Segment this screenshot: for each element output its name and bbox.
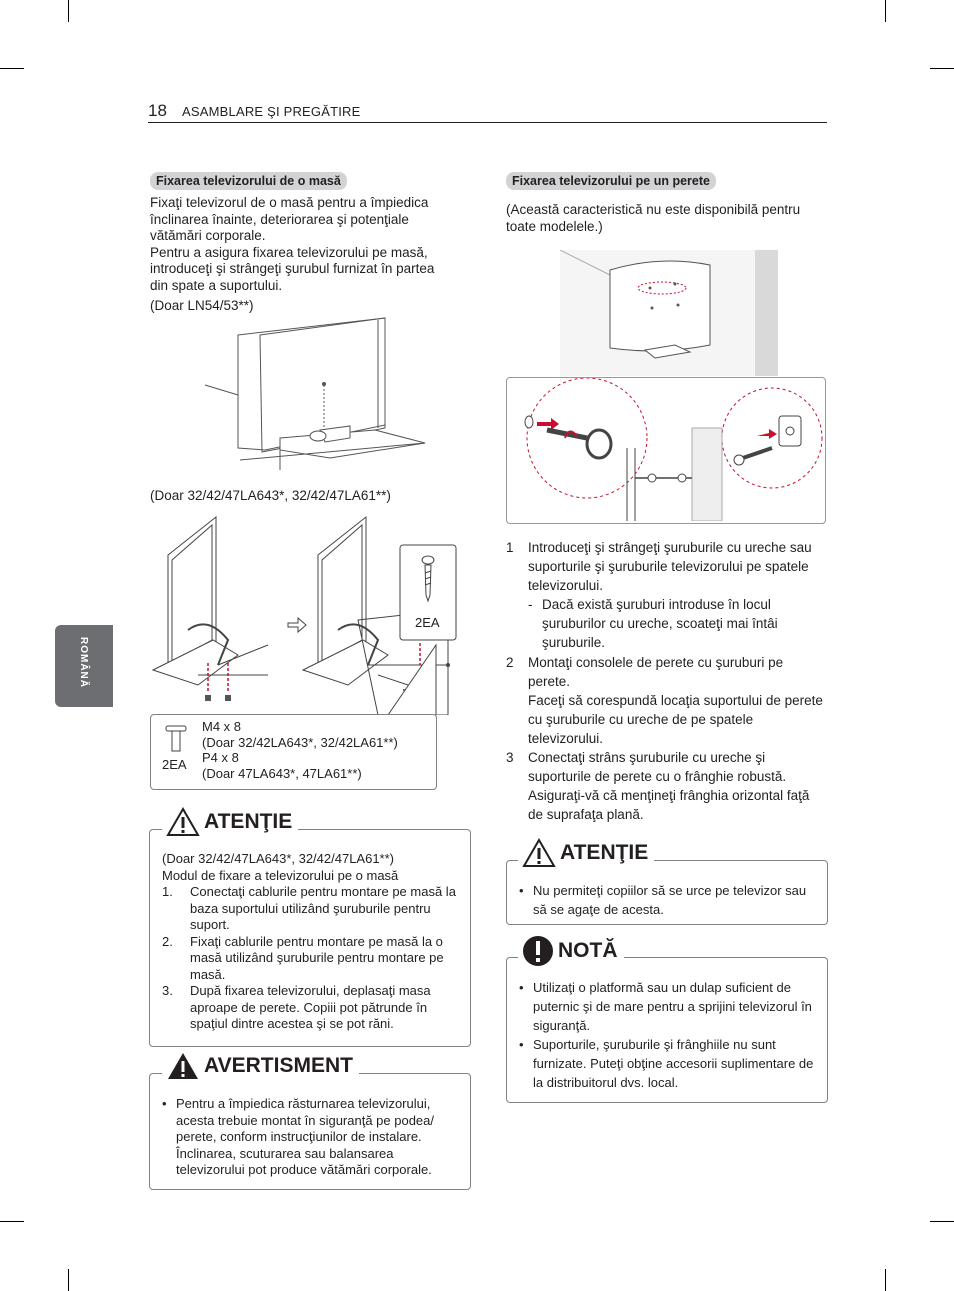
note-heading xyxy=(518,935,624,967)
caution-title-left: ATENŢIE xyxy=(204,810,293,833)
warning-heading xyxy=(162,1051,359,1081)
caution-triangle-icon xyxy=(166,807,200,837)
list-item: 3. După fixarea televizorului, deplasaţi masa aproape de perete. Copiii pot pătrunde în spaţiul dintre acestea şi se pot răni. xyxy=(162,983,431,1031)
table-fix-paragraph-1: Fixaţi televizorul de o masă pentru a împiedica înclinarea înainte, deteriorarea şi potenţiale vătămări corporale. xyxy=(150,195,429,244)
header-rule xyxy=(148,122,827,123)
caution-left-list xyxy=(162,884,462,1033)
table-fix-paragraph-2: Pentru a asigura fixarea televizorului pe masă, introduceţi şi strângeţi şurubul furnizat în partea din spate a suportului. xyxy=(150,244,435,293)
section-title: ASAMBLARE ŞI PREGĂTIRE xyxy=(182,104,361,119)
exclamation-circle-icon xyxy=(522,935,554,967)
list-item: • Pentru a împiedica răsturnarea televizorului, acesta trebuie montat în siguranţă pe podea/ perete, conform instrucţiunilor de instalare. Înclinarea, scuturarea sau balansarea televizorului pot produce vătămări corporale. xyxy=(160,1096,458,1179)
screw-spec-1-models: (Doar 32/42LA643*, 32/42LA61**) xyxy=(202,734,398,750)
screw-spec-1: M4 x 8 xyxy=(202,719,242,734)
screw-count-top: 2EA xyxy=(415,615,440,630)
wall-tv-illustration xyxy=(560,250,778,376)
table-fix-text xyxy=(150,195,455,295)
step-item: 2 Montaţi consolele de perete cu şuruburi pe perete. xyxy=(506,654,784,689)
warning-title: AVERTISMENT xyxy=(204,1054,353,1077)
bracket-detail-illustration xyxy=(507,378,823,521)
warning-triangle-icon xyxy=(166,1051,200,1081)
caution-triangle-icon xyxy=(522,838,556,868)
step-item: 1 Introduceţi şi strângeţi şuruburile cu ureche sau suporturile şi şuruburile televizorului pe spatele televizorului. xyxy=(506,540,812,594)
language-tab-label: ROMÂNĂ xyxy=(78,637,89,688)
model-note-la643: (Doar 32/42/47LA643*, 32/42/47LA61**) xyxy=(150,488,391,503)
language-tab xyxy=(55,625,113,707)
step-item: 3 Conectaţi strâns şuruburile cu ureche şi suporturile de perete cu o frânghie robustă. Asiguraţi-vă că menţineţi frânghia orizontal faţă de suprafaţa plană. xyxy=(506,750,810,823)
wall-fix-heading: Fixarea televizorului pe un perete xyxy=(506,172,716,190)
step-item: - Dacă există şuruburi introduse în locul şuruburilor cu ureche, scoateţi mai întâi şuruburile. xyxy=(528,597,778,651)
note-list xyxy=(517,978,817,1092)
caution-left-models: (Doar 32/42/47LA643*, 32/42/47LA61**) xyxy=(162,851,395,866)
warning-list xyxy=(160,1096,458,1179)
model-note-ln54: (Doar LN54/53**) xyxy=(150,298,254,313)
caution-heading-right xyxy=(518,838,654,868)
caution-right-list xyxy=(517,881,817,919)
screw-spec-2-models: (Doar 47LA643*, 47LA61**) xyxy=(202,765,362,781)
note-title: NOTĂ xyxy=(558,939,618,962)
caution-heading-left xyxy=(162,807,298,837)
caution-left-body xyxy=(162,851,462,1033)
tv-on-table-illustration xyxy=(200,310,460,470)
wall-fix-steps xyxy=(506,538,828,824)
caution-title-right: ATENŢIE xyxy=(560,841,649,864)
caution-left-intro: Modul de fixare a televizorului pe o masă xyxy=(162,867,399,883)
table-fix-heading: Fixarea televizorului de o masă xyxy=(150,172,347,190)
list-item: • Nu permiteţi copiilor să se urce pe televizor sau să se agaţe de acesta. xyxy=(517,881,817,919)
step-item: Faceţi să corespundă locaţia suportului de perete cu şuruburile cu ureche de pe spatele televizorului. xyxy=(528,692,823,746)
screw-spec-2: P4 x 8 xyxy=(202,750,239,765)
list-item: 2. Fixaţi cablurile pentru montare pe masă la o masă utilizând şuruburile pentru montare pe masă. xyxy=(162,933,444,982)
screw-spec-text xyxy=(202,719,398,781)
bolt-icon xyxy=(163,724,189,754)
page-number: 18 xyxy=(148,101,167,120)
wall-fix-note: (Această caracteristică nu este disponibilă pentru toate modelele.) xyxy=(506,202,801,234)
screw-count-bottom: 2EA xyxy=(162,757,187,772)
list-item: • Utilizaţi o platformă sau un dulap suficient de puternic şi de mare pentru a sprijini televizorul în siguranţă. xyxy=(517,978,817,1035)
list-item: 1. Conectaţi cablurile pentru montare pe masă la baza suportului utilizând şuruburile pentru suport. xyxy=(162,884,456,932)
list-item: • Suporturile, şuruburile şi frânghiile nu sunt furnizate. Puteţi obţine accesorii suplimentare de la distribuitorul dvs. local. xyxy=(517,1035,817,1092)
